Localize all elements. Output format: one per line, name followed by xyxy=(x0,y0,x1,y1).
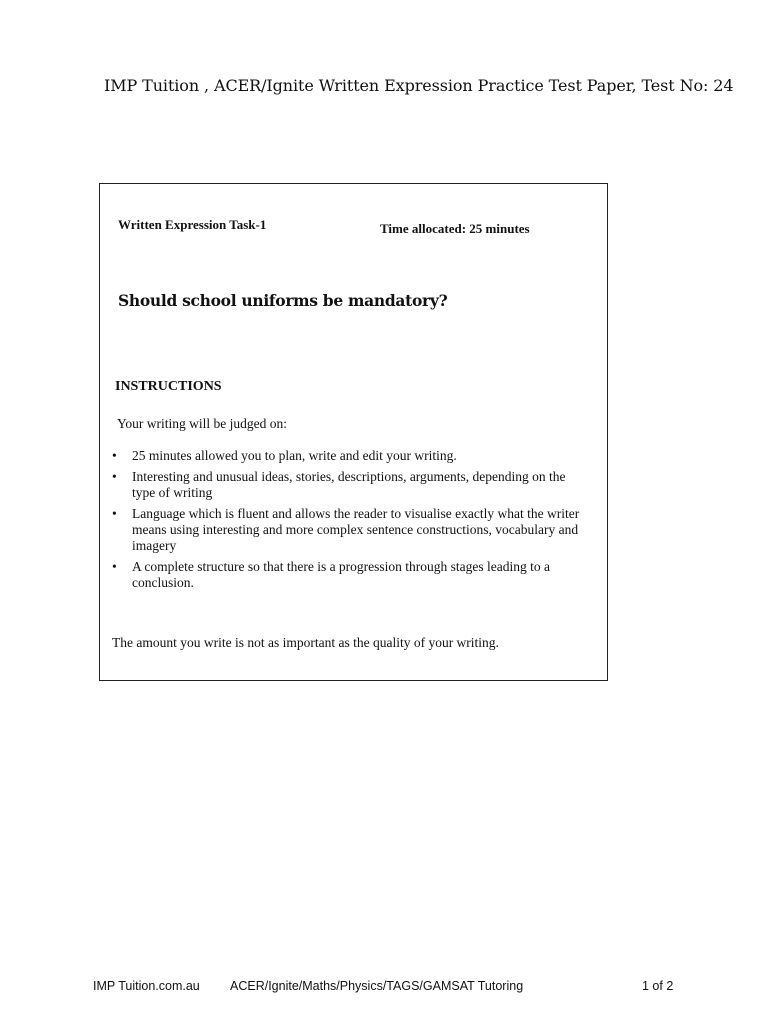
footer-page-number: 1 of 2 xyxy=(642,979,674,993)
bullet-icon: • xyxy=(112,448,117,463)
task-box xyxy=(99,183,608,681)
bullet-icon: • xyxy=(112,559,117,574)
task-title: Written Expression Task-1 xyxy=(118,217,267,232)
judged-intro: Your writing will be judged on: xyxy=(117,416,288,431)
instructions-heading: INSTRUCTIONS xyxy=(115,379,222,394)
criteria-item xyxy=(112,448,582,464)
closing-note: The amount you write is not as important as the quality of your writing. xyxy=(112,635,499,650)
criteria-text: A complete structure so that there is a progression through stages leading to a conclusion. xyxy=(132,559,551,590)
footer-services: ACER/Ignite/Maths/Physics/TAGS/GAMSAT Tutoring xyxy=(230,979,524,993)
bullet-icon: • xyxy=(112,506,117,521)
footer-site: IMP Tuition.com.au xyxy=(93,979,200,993)
task-question: Should school uniforms be mandatory? xyxy=(118,291,448,310)
time-allocated: Time allocated: 25 minutes xyxy=(380,221,530,236)
criteria-text: Language which is fluent and allows the reader to visualise exactly what the writer means using interesting and more complex sentence constructions, vocabulary and imagery xyxy=(132,506,580,553)
bullet-icon: • xyxy=(112,469,117,484)
criteria-text: Interesting and unusual ideas, stories, descriptions, arguments, depending on the type of writing xyxy=(132,469,566,500)
criteria-text: 25 minutes allowed you to plan, write and edit your writing. xyxy=(132,448,457,463)
page-header-title: IMP Tuition , ACER/Ignite Written Expression Practice Test Paper, Test No: 24 xyxy=(104,76,734,95)
criteria-item xyxy=(112,559,582,591)
criteria-list xyxy=(112,448,582,596)
criteria-item xyxy=(112,506,582,554)
criteria-item xyxy=(112,469,582,501)
